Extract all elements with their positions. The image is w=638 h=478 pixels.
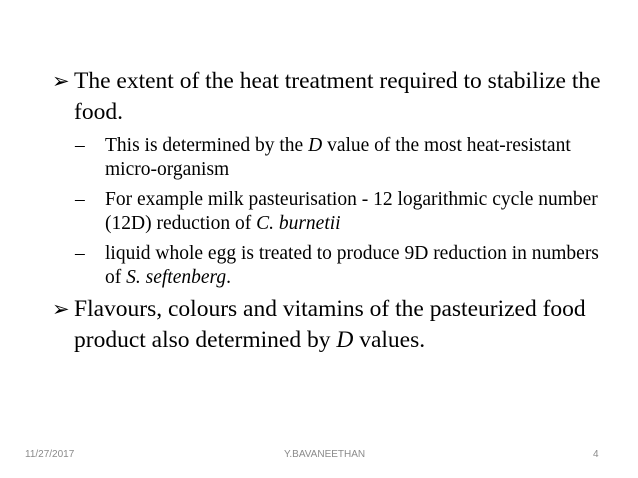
organism-name: C. burnetii	[256, 213, 341, 234]
organism-name: S. seftenberg	[126, 267, 227, 288]
bullet-flavours	[52, 294, 612, 356]
page-number: 4	[593, 449, 599, 460]
sub-bullet-text: reduction in numbers of	[105, 243, 599, 288]
d-symbol: D	[308, 135, 323, 156]
footer-date: 11/27/2017	[25, 449, 75, 460]
dash-marker: –	[75, 135, 85, 156]
d-symbol: D	[414, 243, 429, 264]
sub-bullet-milk-pasteurisation	[52, 188, 612, 236]
sub-bullet-liquid-egg	[52, 242, 612, 290]
sub-bullet-d-value	[52, 134, 612, 182]
bullet-text: The extent of the heat treatment required to stabilize the food.	[74, 68, 601, 125]
sub-bullet-text: For example milk pasteurisation - 12 logarithmic cycle number (12D) reduction of	[105, 189, 598, 234]
sub-bullet-text: value of the most heat-resistant micro-organism	[105, 135, 571, 180]
slide-body	[52, 66, 612, 360]
bullet-heat-treatment	[52, 66, 612, 128]
sub-bullet-text: This is determined by the	[105, 135, 309, 156]
arrow-bullet-icon: ➢	[52, 69, 70, 93]
footer-author: Y.BAVANEETHAN	[284, 449, 366, 460]
d-symbol: D	[336, 327, 354, 353]
arrow-bullet-icon: ➢	[52, 297, 70, 321]
dash-marker: –	[75, 189, 85, 210]
sub-bullet-text: .	[226, 267, 232, 288]
bullet-text: Flavours, colours and vitamins of the pasteurized food product also determined by	[74, 296, 586, 353]
bullet-text: values.	[353, 327, 426, 353]
sub-bullet-text: liquid whole egg is treated to produce 9	[105, 243, 415, 264]
dash-marker: –	[75, 243, 85, 264]
